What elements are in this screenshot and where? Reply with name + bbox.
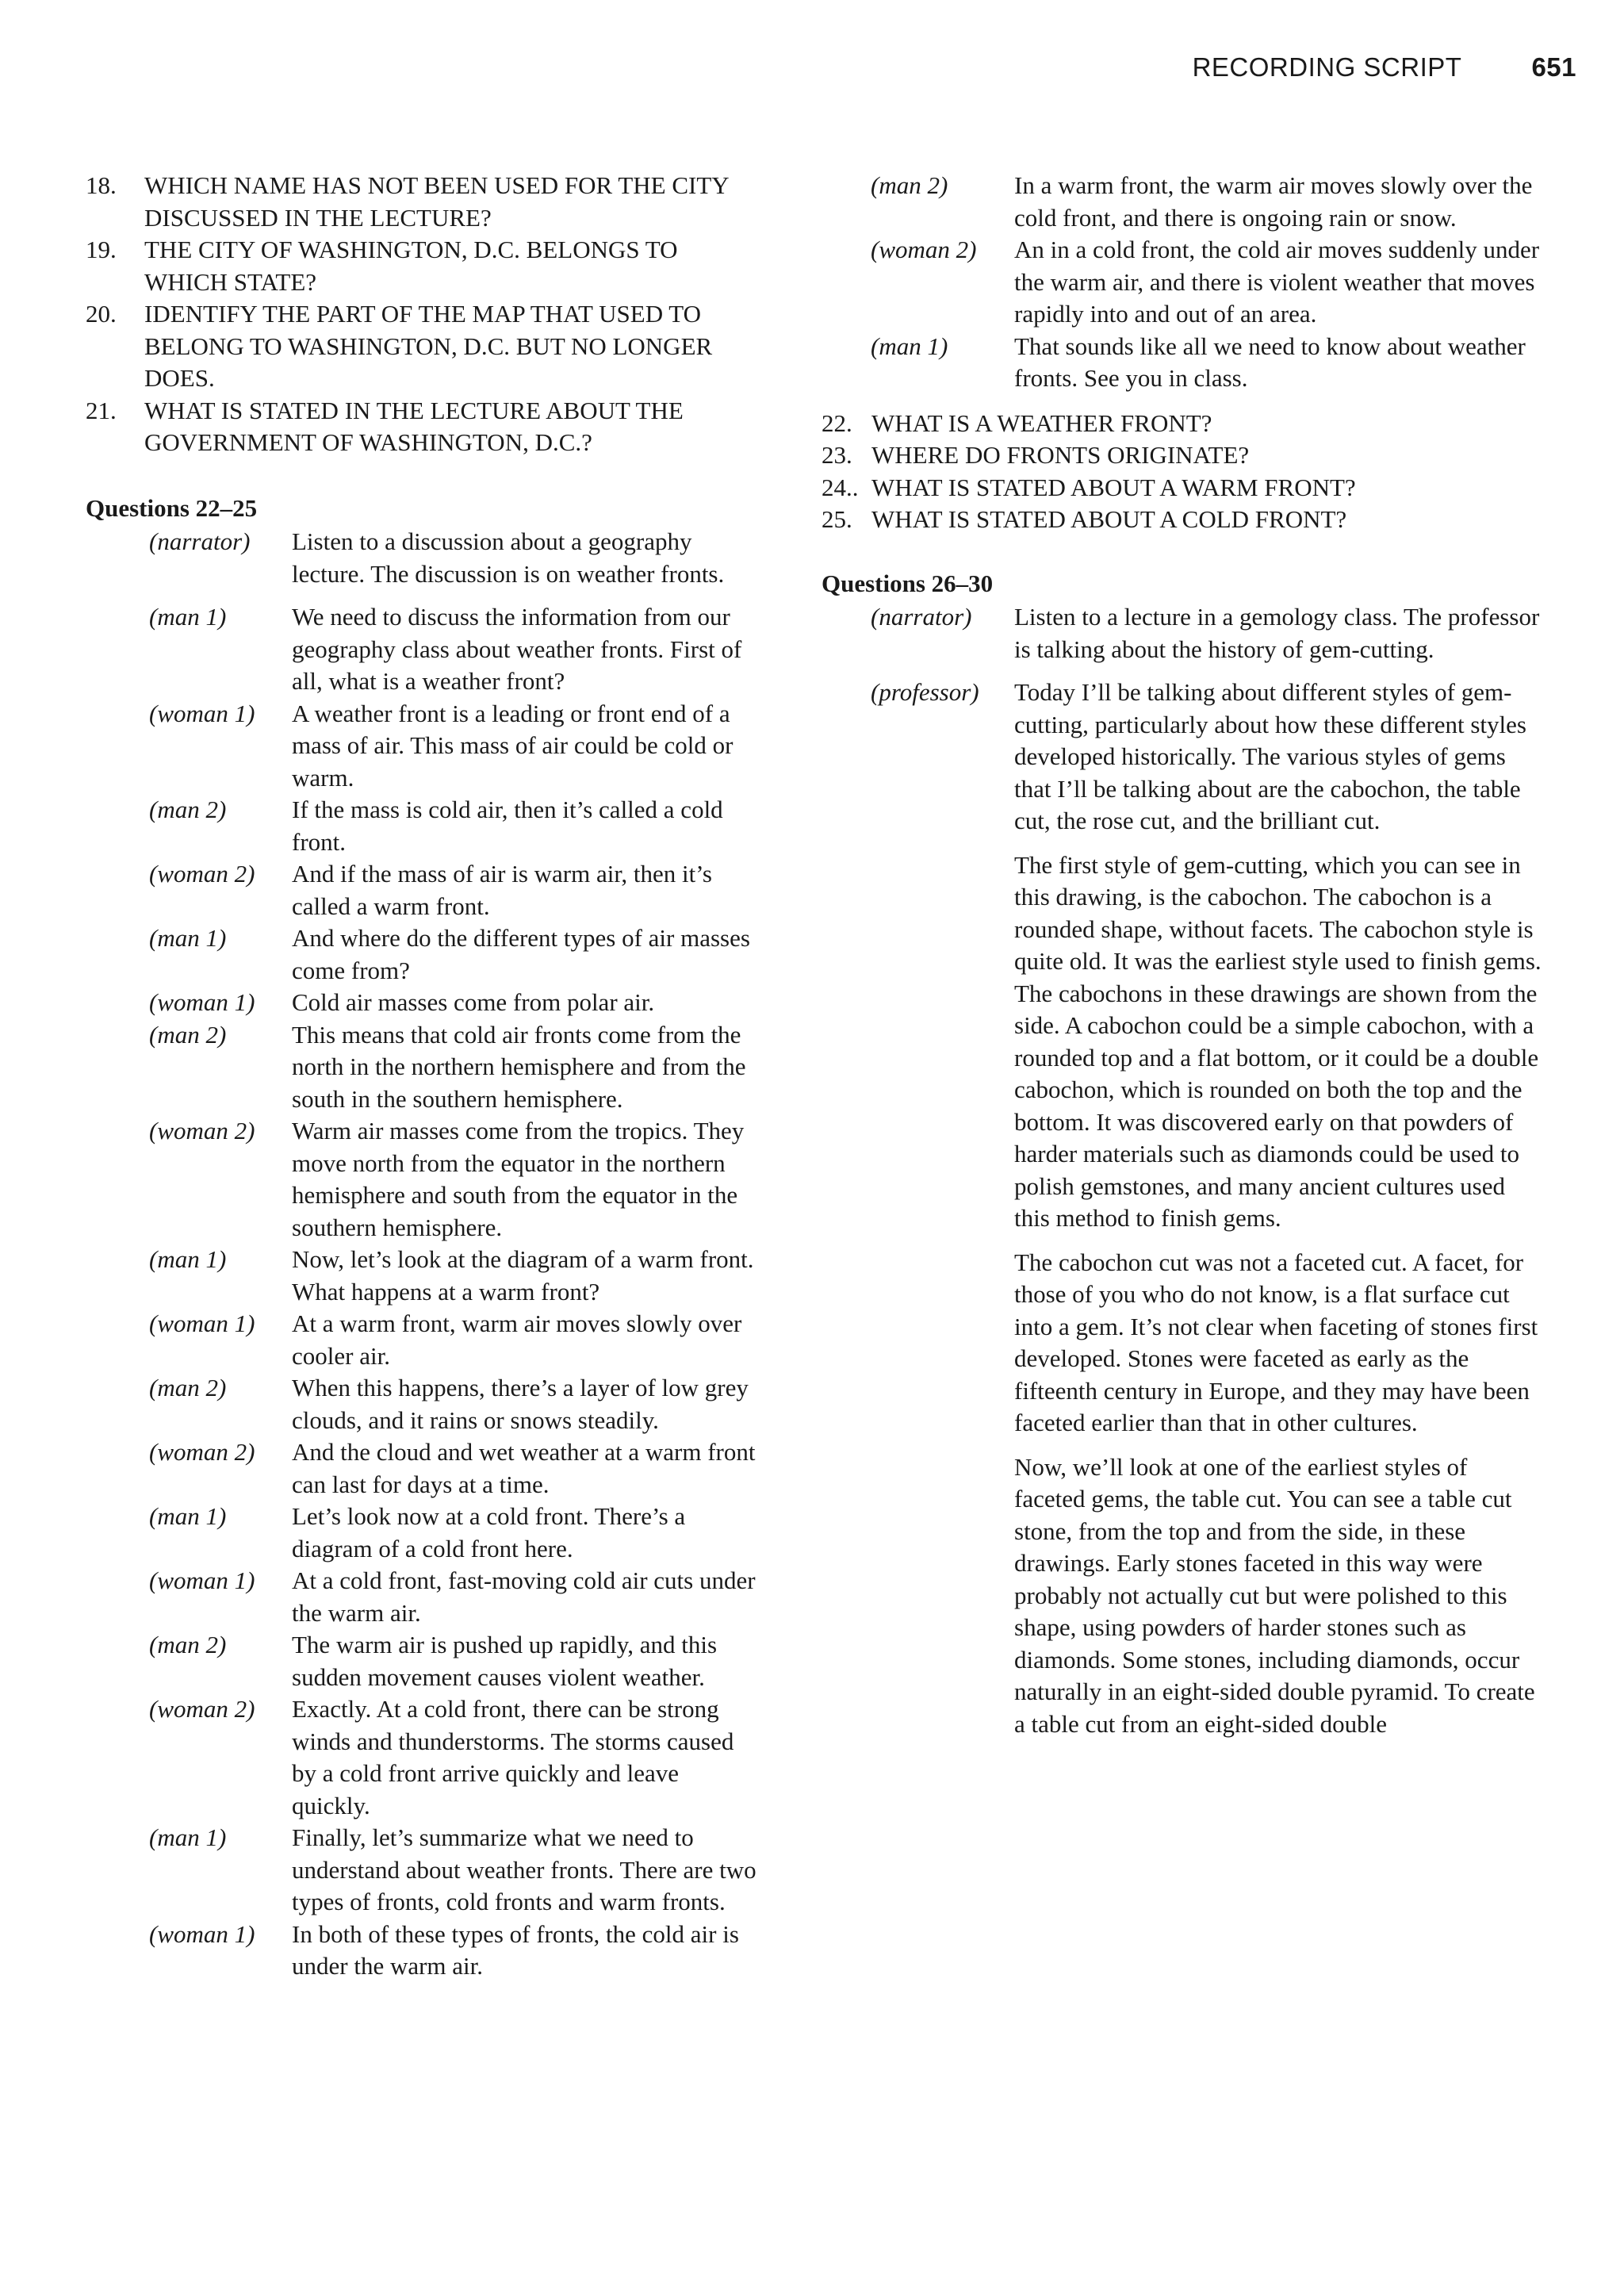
question-number: 25. [822,505,852,533]
speaker-label: (man 2) [149,1374,227,1401]
dialogue-line [86,858,760,922]
lecture-paragraph: Now, we’ll look at one of the earliest styles of faceted gems, the table cut. You can see a table cut stone, from the top and from the side, in these drawings. Early stones faceted in this way were probably not actually cut but were polished to this shape, using powders of harder stones such as diamonds. Some stones, including diamonds, occur naturally in an eight-sided double pyramid. To create a table cut from an eight-sided double [1014,1452,1535,1738]
dialogue-text: An in a cold front, the cold air moves suddenly under the warm air, and there is violent weather that moves rapidly into and out of an area. [1014,236,1540,328]
speaker-label: (woman 2) [149,860,255,888]
page-number: 651 [1531,52,1576,82]
dialogue-line [86,1372,760,1436]
dialogue-text: Exactly. At a cold front, there can be strong winds and thunderstorms. The storms caused by a cold front arrive quickly and leave quickly. [292,1695,734,1819]
question-text: WHICH NAME HAS NOT BEEN USED FOR THE CITY DISCUSSED IN THE LECTURE? [144,171,729,232]
question-number: 24.. [822,473,859,501]
speaker-label: (man 1) [149,1245,227,1273]
speaker-label: (professor) [871,678,979,706]
speaker-label: (narrator) [149,527,251,555]
dialogue-text: Listen to a discussion about a geography lecture. The discussion is on weather fronts. [292,527,725,588]
dialogue-line [822,601,1543,665]
speaker-label: (man 1) [871,332,948,360]
dialogue-text: Now, let’s look at the diagram of a warm front. What happens at a warm front? [292,1245,754,1306]
dialogue-line [86,698,760,795]
dialogue-text: At a cold front, fast-moving cold air cuts under the warm air. [292,1566,756,1627]
dialogue-line [86,1308,760,1372]
dialogue-line [86,1244,760,1308]
speaker-label: (man 2) [149,1020,227,1049]
dialogue-line [86,1629,760,1693]
speaker-label: (woman 1) [149,1566,255,1594]
question-number: 22. [822,408,852,437]
dialogue-line [822,234,1543,331]
speaker-label: (man 1) [149,603,227,631]
speaker-label: (woman 1) [149,1919,255,1948]
dialogue-text: The warm air is pushed up rapidly, and this sudden movement causes violent weather. [292,1631,718,1691]
dialogue-text: At a warm front, warm air moves slowly over cooler air. [292,1309,742,1370]
dialogue-line [86,1822,760,1919]
dialogue-text: In both of these types of fronts, the cold air is under the warm air. [292,1919,739,1980]
question-item [822,439,1543,472]
running-header [1193,52,1576,82]
question-text: WHAT IS STATED ABOUT A COLD FRONT? [871,505,1347,533]
speaker-label: (woman 2) [149,1695,255,1723]
dialogue-text: Listen to a lecture in a gemology class. The professor is talking about the history of gem-cutting. [1014,603,1540,663]
question-number: 20. [86,300,117,328]
dialogue-line [86,526,760,590]
question-item [86,298,760,395]
speaker-label: (woman 1) [149,699,255,727]
section-heading: Questions 26–30 [822,569,994,597]
lecture-paragraph: The first style of gem-cutting, which you can see in this drawing, is the cabochon. The cabochon is a rounded shape, without facets. The cabochon style is quite old. It was the earliest style used to finish gems. The cabochons in these drawings are shown from the side. A cabochon could be a simple cabochon, with a rounded top and a flat bottom, or it could be a double cabochon, which is rounded on both the top and the bottom. It was discovered early on that powders of harder materials such as diamonds could be used to polish gemstones, and many ancient cultures used this method to finish gems. [1014,850,1542,1232]
speaker-label: (man 1) [149,1502,227,1530]
question-text: WHAT IS A WEATHER FRONT? [871,408,1212,437]
dialogue-text: That sounds like all we need to know about weather fronts. See you in class. [1014,332,1526,392]
speaker-label: (man 2) [871,171,948,199]
speaker-label: (woman 1) [149,988,255,1016]
left-column [86,170,760,1983]
dialogue-line [86,1436,760,1501]
dialogue-text: When this happens, there’s a layer of low grey clouds, and it rains or snows steadily. [292,1374,749,1434]
section-heading: Questions 22–25 [86,493,258,522]
question-text: WHERE DO FRONTS ORIGINATE? [871,441,1250,469]
question-list-18-21 [86,170,760,459]
dialogue-line [86,1565,760,1629]
dialogue-line [86,794,760,858]
dialogue-22-25 [86,526,760,1983]
dialogue-text: This means that cold air fronts come from the north in the northern hemisphere and from the south in the southern hemisphere. [292,1020,746,1113]
dialogue-line [86,1115,760,1244]
dialogue-line [86,1919,760,1983]
question-item [822,408,1543,440]
question-text: IDENTIFY THE PART OF THE MAP THAT USED TO BELONG TO WASHINGTON, D.C. BUT NO LONGER DOES. [144,300,713,392]
dialogue-line [822,170,1543,234]
question-text: WHAT IS STATED IN THE LECTURE ABOUT THE GOVERNMENT OF WASHINGTON, D.C.? [144,396,684,456]
question-number: 18. [86,171,117,199]
dialogue-text: And the cloud and wet weather at a warm front can last for days at a time. [292,1438,756,1498]
speaker-label: (woman 2) [149,1438,255,1466]
dialogue-line [86,601,760,698]
lecture-paragraph: The cabochon cut was not a faceted cut. A facet, for those of you who do not know, is a flat surface cut into a gem. It’s not clear when faceting of stones first developed. Stones were faceted as early as the fifteenth century in Europe, and they may have been faceted earlier than that in other cultures. [1014,1248,1538,1436]
speaker-label: (woman 2) [149,1117,255,1144]
dialogue-text: In a warm front, the warm air moves slowly over the cold front, and there is ongoing rain or snow. [1014,171,1533,232]
right-column [822,170,1543,1740]
header-title: RECORDING SCRIPT [1192,52,1462,82]
dialogue-text: A weather front is a leading or front end of a mass of air. This mass of air could be cold or warm. [292,699,733,792]
question-item [822,472,1543,504]
dialogue-text: Let’s look now at a cold front. There’s a diagram of a cold front here. [292,1502,686,1562]
question-item [86,170,760,234]
dialogue-text: Today I’ll be talking about different styles of gem-cutting, particularly about how these different styles developed historically. The various styles of gems that I’ll be talking about are the cabochon, the table cut, the rose cut, and the brilliant cut. [1014,678,1526,834]
speaker-label: (woman 1) [149,1309,255,1337]
dialogue-line [86,1019,760,1116]
dialogue-text: Cold air masses come from polar air. [292,988,655,1016]
question-number: 23. [822,441,852,469]
question-text: WHAT IS STATED ABOUT A WARM FRONT? [871,473,1356,501]
dialogue-line [86,1501,760,1565]
dialogue-line [822,677,1543,838]
speaker-label: (man 1) [149,1823,227,1851]
question-item [822,504,1543,536]
speaker-label: (man 1) [149,924,227,952]
dialogue-continued [822,170,1543,395]
speaker-label: (man 2) [149,1631,227,1658]
dialogue-text: If the mass is cold air, then it’s called a cold front. [292,796,723,856]
dialogue-text: And if the mass of air is warm air, then it’s called a warm front. [292,860,712,920]
question-text: THE CITY OF WASHINGTON, D.C. BELONGS TO WHICH STATE? [144,236,678,296]
dialogue-text: We need to discuss the information from our geography class about weather fronts. First of all, what is a weather front? [292,603,742,695]
dialogue-text: Warm air masses come from the tropics. They move north from the equator in the northern hemisphere and south from the equator in the southern hemisphere. [292,1117,745,1241]
question-item [86,395,760,459]
dialogue-line [86,987,760,1019]
speaker-label: (woman 2) [871,236,977,263]
dialogue-line [822,331,1543,395]
question-item [86,234,760,298]
speaker-label: (man 2) [149,796,227,823]
dialogue-text: Finally, let’s summarize what we need to understand about weather fronts. There are two types of fronts, cold fronts and warm fronts. [292,1823,756,1915]
question-number: 19. [86,236,117,263]
speaker-label: (narrator) [871,603,972,631]
dialogue-line [86,1693,760,1822]
question-number: 21. [86,396,117,424]
dialogue-line [86,922,760,987]
dialogue-text: And where do the different types of air masses come from? [292,924,750,984]
question-list-22-25 [822,408,1543,536]
